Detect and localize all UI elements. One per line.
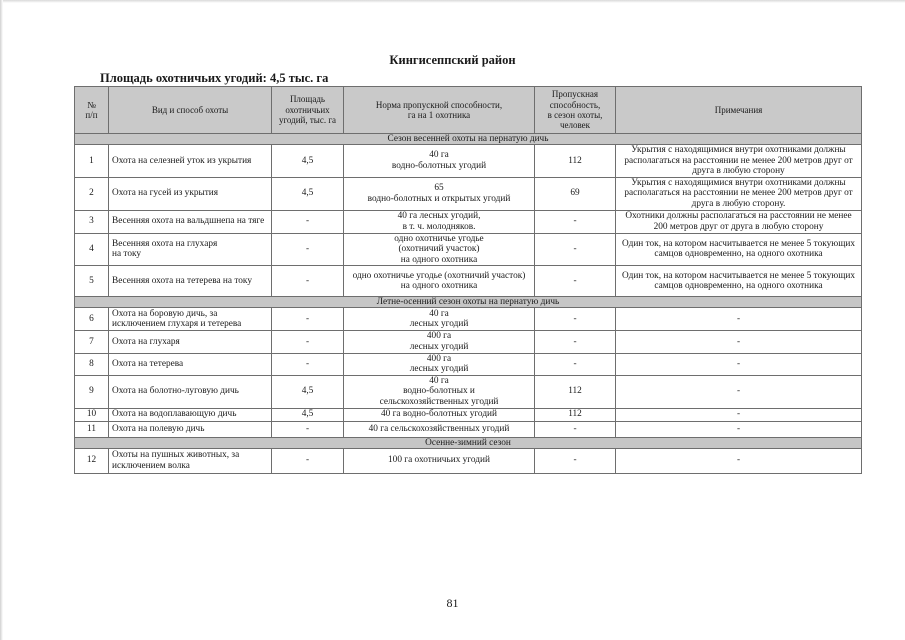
cell-capacity: - bbox=[535, 421, 616, 437]
header-num: № п/п bbox=[75, 87, 109, 134]
table-row bbox=[75, 421, 862, 437]
cell-hunt-type: Весенняя охота на тетерева на току bbox=[109, 266, 272, 297]
cell-hunt-type: Охота на полевую дичь bbox=[109, 421, 272, 437]
cell-norm: 40 га водно-болотных и сельскохозяйственных угодий bbox=[344, 375, 535, 408]
cell-area: - bbox=[272, 448, 344, 473]
season-label: Сезон весенней охоты на пернатую дичь bbox=[75, 134, 862, 145]
scan-edge bbox=[0, 0, 3, 640]
season-header-row bbox=[75, 437, 862, 448]
cell-notes: Охотники должны располагаться на расстоянии не менее 200 метров друг от друга в любую сторону bbox=[616, 210, 862, 233]
cell-hunt-type: Охота на глухаря bbox=[109, 331, 272, 353]
district-title: Кингисеппский район bbox=[389, 53, 516, 67]
header-hunt-type: Вид и способ охоты bbox=[109, 87, 272, 134]
cell-capacity: - bbox=[535, 308, 616, 331]
season-label: Осенне-зимний сезон bbox=[75, 437, 862, 448]
cell-notes: Укрытия с находящимися внутри охотниками должны располагаться на расстоянии не менее 200 метров друг от друга в любую сторону bbox=[616, 145, 862, 178]
table-row bbox=[75, 177, 862, 210]
cell-area: 4,5 bbox=[272, 375, 344, 408]
cell-notes: Один ток, на котором насчитывается не менее 5 токующих самцов одновременно, на одного охотника bbox=[616, 266, 862, 297]
header-norm: Норма пропускной способности, га на 1 охотника bbox=[344, 87, 535, 134]
table-row bbox=[75, 266, 862, 297]
cell-hunt-type: Охота на водоплавающую дичь bbox=[109, 408, 272, 421]
table-row bbox=[75, 448, 862, 473]
season-label: Летне-осенний сезон охоты на пернатую дичь bbox=[75, 297, 862, 308]
cell-hunt-type: Весенняя охота на вальдшнепа на тяге bbox=[109, 210, 272, 233]
cell-norm: 40 га водно-болотных угодий bbox=[344, 408, 535, 421]
cell-capacity: - bbox=[535, 331, 616, 353]
cell-norm: 40 га сельскохозяйственных угодий bbox=[344, 421, 535, 437]
season-header-row bbox=[75, 134, 862, 145]
cell-hunt-type: Охоты на пушных животных, за исключением волка bbox=[109, 448, 272, 473]
page-number: 81 bbox=[446, 596, 459, 610]
cell-notes: - bbox=[616, 421, 862, 437]
cell-capacity: - bbox=[535, 448, 616, 473]
cell-num: 1 bbox=[75, 145, 109, 178]
scan-edge bbox=[0, 0, 905, 3]
cell-notes: - bbox=[616, 408, 862, 421]
hunting-capacity-table bbox=[74, 86, 862, 474]
cell-norm: 40 га лесных угодий, в т. ч. молодняков. bbox=[344, 210, 535, 233]
cell-norm: 400 га лесных угодий bbox=[344, 331, 535, 353]
cell-hunt-type: Весенняя охота на глухаря на току bbox=[109, 233, 272, 266]
cell-area: 4,5 bbox=[272, 177, 344, 210]
cell-num: 8 bbox=[75, 353, 109, 375]
cell-norm: 100 га охотничьих угодий bbox=[344, 448, 535, 473]
cell-norm: 400 га лесных угодий bbox=[344, 353, 535, 375]
cell-norm: одно охотничье угодье (охотничий участок) на одного охотника bbox=[344, 266, 535, 297]
cell-area: - bbox=[272, 233, 344, 266]
cell-norm: 40 га водно-болотных угодий bbox=[344, 145, 535, 178]
header-area: Площадь охотничьих угодий, тыс. га bbox=[272, 87, 344, 134]
cell-area: 4,5 bbox=[272, 145, 344, 178]
table-row bbox=[75, 308, 862, 331]
table-row bbox=[75, 233, 862, 266]
cell-hunt-type: Охота на болотно-луговую дичь bbox=[109, 375, 272, 408]
table-header-row bbox=[75, 87, 862, 134]
cell-num: 11 bbox=[75, 421, 109, 437]
cell-norm: 40 га лесных угодий bbox=[344, 308, 535, 331]
cell-capacity: 112 bbox=[535, 408, 616, 421]
cell-num: 6 bbox=[75, 308, 109, 331]
cell-area: - bbox=[272, 331, 344, 353]
cell-notes: - bbox=[616, 448, 862, 473]
header-notes: Примечания bbox=[616, 87, 862, 134]
cell-num: 9 bbox=[75, 375, 109, 408]
cell-capacity: 112 bbox=[535, 145, 616, 178]
cell-num: 3 bbox=[75, 210, 109, 233]
header-capacity: Пропускная способность, в сезон охоты, человек bbox=[535, 87, 616, 134]
table-row bbox=[75, 210, 862, 233]
cell-capacity: - bbox=[535, 266, 616, 297]
cell-area: - bbox=[272, 266, 344, 297]
cell-norm: 65 водно-болотных и открытых угодий bbox=[344, 177, 535, 210]
cell-area: 4,5 bbox=[272, 408, 344, 421]
table-row bbox=[75, 375, 862, 408]
cell-capacity: 69 bbox=[535, 177, 616, 210]
cell-notes: Укрытия с находящимися внутри охотниками должны располагаться на расстоянии не менее 200 метров друг от друга в любую сторону. bbox=[616, 177, 862, 210]
table-row bbox=[75, 353, 862, 375]
cell-num: 12 bbox=[75, 448, 109, 473]
table-row bbox=[75, 408, 862, 421]
cell-notes: - bbox=[616, 331, 862, 353]
hunting-area-line: Площадь охотничьих угодий: 4,5 тыс. га bbox=[100, 71, 329, 85]
cell-hunt-type: Охота на селезней уток из укрытия bbox=[109, 145, 272, 178]
cell-capacity: - bbox=[535, 210, 616, 233]
cell-num: 10 bbox=[75, 408, 109, 421]
cell-hunt-type: Охота на боровую дичь, за исключением глухаря и тетерева bbox=[109, 308, 272, 331]
cell-num: 2 bbox=[75, 177, 109, 210]
cell-notes: Один ток, на котором насчитывается не менее 5 токующих самцов одновременно, на одного охотника bbox=[616, 233, 862, 266]
cell-capacity: - bbox=[535, 353, 616, 375]
cell-norm: одно охотничье угодье (охотничий участок) на одного охотника bbox=[344, 233, 535, 266]
season-header-row bbox=[75, 297, 862, 308]
cell-num: 5 bbox=[75, 266, 109, 297]
table-row bbox=[75, 145, 862, 178]
cell-notes: - bbox=[616, 375, 862, 408]
cell-notes: - bbox=[616, 353, 862, 375]
cell-capacity: - bbox=[535, 233, 616, 266]
cell-area: - bbox=[272, 308, 344, 331]
table-row bbox=[75, 331, 862, 353]
cell-area: - bbox=[272, 210, 344, 233]
cell-hunt-type: Охота на гусей из укрытия bbox=[109, 177, 272, 210]
cell-num: 4 bbox=[75, 233, 109, 266]
cell-hunt-type: Охота на тетерева bbox=[109, 353, 272, 375]
table-body bbox=[75, 134, 862, 474]
cell-num: 7 bbox=[75, 331, 109, 353]
cell-area: - bbox=[272, 353, 344, 375]
cell-notes: - bbox=[616, 308, 862, 331]
cell-capacity: 112 bbox=[535, 375, 616, 408]
cell-area: - bbox=[272, 421, 344, 437]
